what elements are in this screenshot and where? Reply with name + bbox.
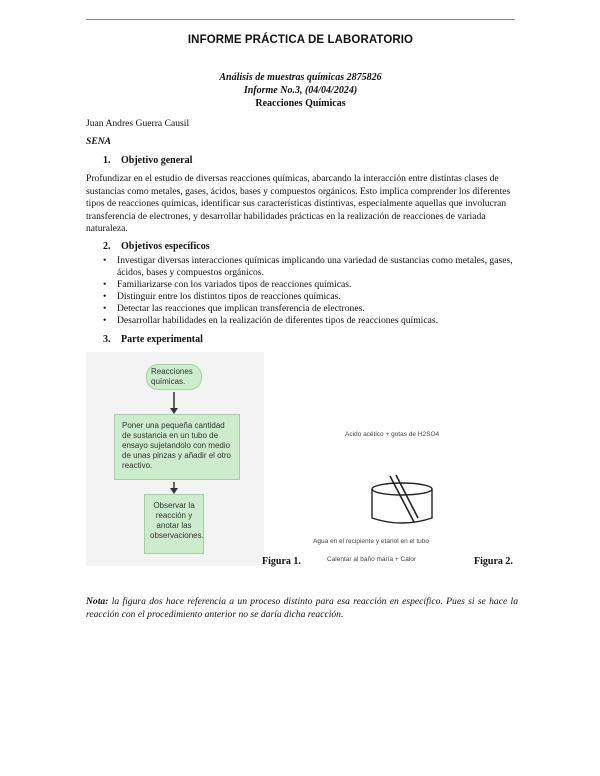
course-line: Análisis de muestras químicas 2875826 — [219, 72, 382, 83]
list-item: • Distinguir entre los distintos tipos de reacciones químicas. — [103, 291, 521, 303]
flow-node-observe: Observar la reacción y anotar las observaciones. — [144, 494, 204, 554]
figure-2-label-bottom: Agua en el recipiente y etanol en el tubo — [313, 538, 430, 545]
section-1-heading — [103, 155, 192, 166]
test-tube-line-2 — [396, 475, 418, 518]
section-1-number: 1. — [103, 155, 111, 166]
section-2-title: Objetivos específicos — [121, 241, 210, 252]
section-1-title: Objetivo general — [121, 155, 193, 166]
figure-1-flowchart — [86, 352, 264, 566]
beaker-drawing — [366, 474, 440, 532]
top-rule — [86, 19, 515, 20]
beaker-rim — [372, 483, 432, 495]
page-title: INFORME PRÁCTICA DE LABORATORIO — [187, 34, 414, 46]
section-1-text: Profundizar en el estudio de diversas reacciones químicas, abarcando la interacción entre distintas clases de sustancias como metales, gases, ácidos, bases y compuestos orgánicos. Esto implica comprender los diferentes tipos de reacciones químicas, identificar sus características distintivas, especialmente aquellas que involucran transferencia de electrones, y desarrollar habilidades prácticas en la realización de reacciones de variada naturaleza. — [86, 173, 511, 235]
note-label: Nota: — [86, 596, 109, 607]
objectives-list — [103, 255, 521, 328]
figure-1-caption: Figura 1. — [262, 556, 301, 567]
institution-name: SENA — [86, 136, 112, 147]
note-paragraph — [86, 596, 518, 621]
section-3-number: 3. — [103, 334, 111, 345]
figure-2-label-top: Acido acético + gotas de H2SO4 — [345, 431, 440, 438]
section-2-heading — [103, 241, 210, 252]
list-item: • Desarrollar habilidades en la realización de diferentes tipos de reacciones químicas. — [103, 315, 521, 327]
report-line: Informe No.3, (04/04/2024) — [243, 85, 358, 96]
section-3-title: Parte experimental — [121, 334, 203, 345]
figure-2-label-heat: Calentar al baño maría + Calor — [327, 556, 417, 563]
list-item: • Detectar las reacciones que implican transferencia de electrones. — [103, 303, 521, 315]
beaker-body — [372, 489, 432, 523]
note-text: la figura dos hace referencia a un proceso distinto para esa reacción en específico. Pues si se hace la reacción con el procedimiento anterior no se daría dicha reacción. — [86, 596, 518, 620]
list-item: • Familiarizarse con los variados tipos de reacciones químicas. — [103, 279, 521, 291]
flow-node-start: Reacciones químicas. — [146, 364, 202, 390]
flow-node-procedure: Poner una pequeña cantidad de sustancia en un tubo de ensayo sujetandolo con medio de unas pinzas y añadir el otro reactivo. — [114, 414, 240, 480]
figure-2-caption: Figura 2. — [474, 556, 513, 567]
topic-line: Reacciones Químicas — [255, 98, 346, 109]
list-item: • Investigar diversas interacciones químicas implicando una variedad de sustancias como metales, gases, ácidos, bases y compuestos orgánicos. — [103, 255, 521, 279]
section-3-heading — [103, 334, 203, 345]
author-name: Juan Andres Guerra Causil — [86, 118, 190, 129]
section-2-number: 2. — [103, 241, 111, 252]
